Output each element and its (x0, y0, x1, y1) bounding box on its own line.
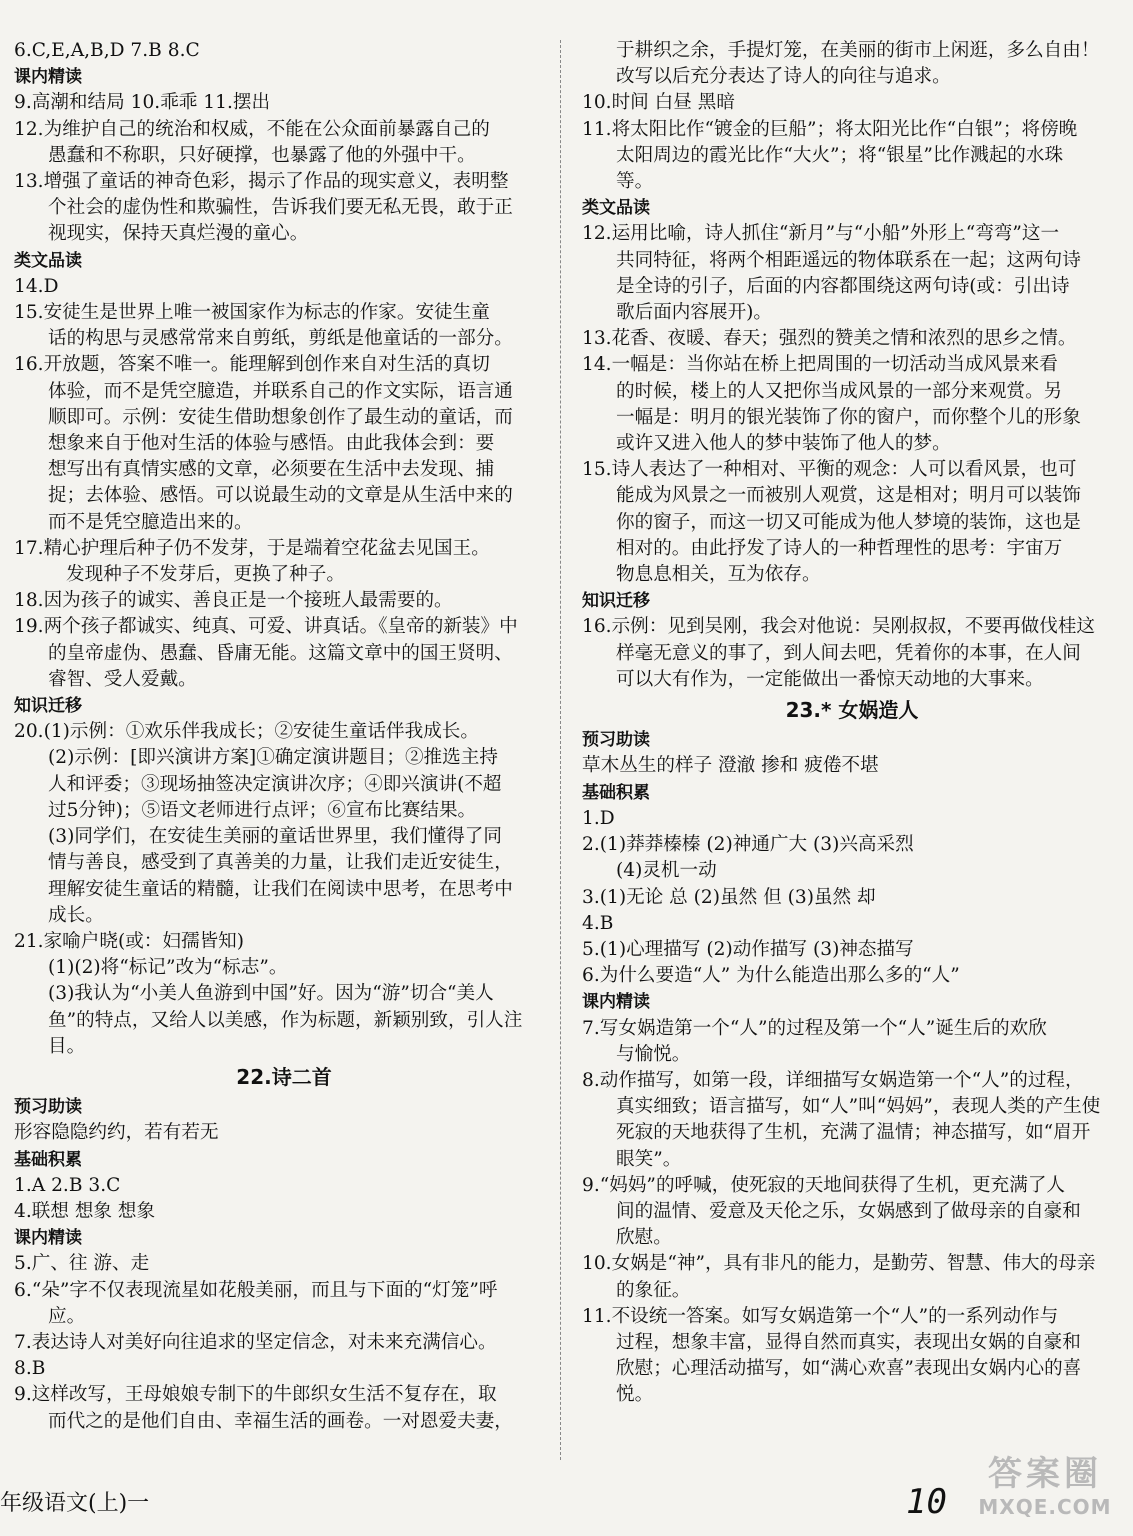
answer-line: 情与善良，感受到了真善美的力量，让我们走近安徒生， (48, 852, 513, 874)
section-heading: 课内精读 (14, 1228, 82, 1249)
answer-line: 顺即可。示例：安徒生借助想象创作了最生动的童话，而 (48, 406, 513, 428)
answer-line: 6.C,E,A,B,D 7.B 8.C (14, 40, 200, 61)
answer-line: 形容隐隐约约，若有若无 (14, 1122, 219, 1144)
answer-line: 10.时间 白昼 黑暗 (582, 92, 735, 114)
section-heading: 课内精读 (582, 992, 650, 1013)
answer-line: 8.动作描写，如第一段，详细描写女娲造第一个“人”的过程， (582, 1069, 1084, 1091)
answer-line: 1.A 2.B 3.C (14, 1174, 121, 1196)
answer-line: 个社会的虚伪性和欺骗性，告诉我们要无私无畏，敢于正 (48, 197, 513, 219)
answer-line: 成长。 (48, 904, 104, 926)
answer-line: 14.D (14, 275, 59, 297)
answer-line: 15.安徒生是世界上唯一被国家作为标志的作家。安徒生童 (14, 302, 490, 324)
answer-line: 体验，而不是凭空臆造，并联系自己的作文实际，语言通 (48, 380, 513, 402)
answer-line: 捉；去体验、感悟。可以说最生动的文章是从生活中来的 (48, 485, 513, 507)
answer-line: 话的构思与灵感常常来自剪纸，剪纸是他童话的一部分。 (48, 328, 513, 350)
answer-line: 8.B (14, 1358, 46, 1380)
answer-line: 6.“朵”字不仅表现流星如花般美丽，而且与下面的“灯笼”呼 (14, 1279, 498, 1301)
answer-line: 欣慰；心理活动描写，如“满心欢喜”表现出女娲内心的喜 (616, 1358, 1082, 1380)
answer-line: 5.广、往 游、走 (14, 1253, 150, 1275)
answer-line: (2)示例：[即兴演讲方案]①确定演讲题目；②推选主持 (48, 747, 498, 769)
answer-line: 目。 (48, 1035, 86, 1057)
answer-line: 等。 (616, 171, 654, 193)
answer-line: 样毫无意义的事了，到人间去吧，凭着你的本事，在人间 (616, 642, 1081, 664)
answer-line: 共同特征，将两个相距遥远的物体联系在一起；这两句诗 (616, 249, 1081, 271)
answer-line: 鱼”的特点，又给人以美感，作为标题，新颖别致，引人注 (48, 1009, 523, 1031)
answer-line: 的时候，楼上的人又把你当成风景的一部分来观赏。另 (616, 380, 1063, 402)
answer-line: 4.B (582, 912, 614, 934)
answer-line: (3)同学们，在安徒生美丽的童话世界里，我们懂得了同 (48, 826, 502, 848)
answer-line: 11.将太阳比作“镀金的巨船”；将太阳光比作“白银”；将傍晚 (582, 118, 1078, 140)
answer-line: 1.D (582, 807, 615, 829)
answer-line: 而代之的是他们自由、幸福生活的画卷。一对恩爱夫妻， (48, 1410, 513, 1432)
answer-line: 5.(1)心理描写 (2)动作描写 (3)神态描写 (582, 938, 914, 960)
answer-line: 16.示例：见到吴刚，我会对他说：吴刚叔叔，不要再做伐桂这 (582, 616, 1096, 638)
answer-line: 欣慰。 (616, 1227, 672, 1249)
answer-line: 草木丛生的样子 澄澈 掺和 疲倦不堪 (582, 755, 879, 777)
answer-line: 于耕织之余，手提灯笼，在美丽的街市上闲逛，多么自由！ (616, 40, 1100, 61)
answer-line: 20.(1)示例：①欢乐伴我成长；②安徒生童话伴我成长。 (14, 721, 479, 743)
answer-line: 你的窗子，而这一切又可能成为他人梦境的装饰，这也是 (616, 511, 1081, 533)
section-heading: 类文品读 (582, 198, 650, 219)
lesson-title: 23.* 女娲造人 (785, 698, 919, 723)
answer-line: 死寂的天地获得了生机，充满了温情；神态描写，如“眉开 (616, 1122, 1091, 1144)
page-number: 10 (906, 1482, 947, 1522)
answer-line: 18.因为孩子的诚实、善良正是一个接班人最需要的。 (14, 590, 453, 612)
answer-line: 可以大有作为，一定能做出一番惊天动地的大事来。 (616, 668, 1044, 690)
answer-line: 真实细致；语言描写，如“人”叫“妈妈”，表现人类的产生使 (616, 1096, 1101, 1118)
answer-line: 13.花香、夜暖、春天；强烈的赞美之情和浓烈的思乡之情。 (582, 328, 1077, 350)
answer-line: 发现种子不发芽后，更换了种子。 (66, 564, 345, 586)
answer-line: 想象来自于他对生活的体验与感悟。由此我体会到：要 (48, 433, 495, 455)
right-column (582, 38, 1122, 1409)
answer-line: 2.(1)莽莽榛榛 (2)神通广大 (3)兴高采烈 (582, 834, 914, 856)
answer-line: 19.两个孩子都诚实、纯真、可爱、讲真话。《皇帝的新装》中 (14, 616, 518, 638)
answer-line: 过程，想象丰富，显得自然而真实，表现出女娲的自豪和 (616, 1331, 1081, 1353)
answer-line: 一幅是：明月的银光装饰了你的窗户，而你整个儿的形象 (616, 406, 1081, 428)
answer-line: 9.“妈妈”的呼喊，使死寂的天地间获得了生机，更充满了人 (582, 1174, 1066, 1196)
column-divider (560, 40, 561, 1460)
answer-line: 11.不设统一答案。如写女娲造第一个“人”的一系列动作与 (582, 1305, 1059, 1327)
answer-line: 睿智、受人爱戴。 (48, 668, 197, 690)
answer-line: 3.(1)无论 总 (2)虽然 但 (3)虽然 却 (582, 886, 876, 908)
answer-line: 4.联想 想象 想象 (14, 1200, 156, 1222)
answer-line: 过5分钟)；⑤语文老师进行点评；⑥宣布比赛结果。 (48, 799, 477, 821)
lesson-title: 22.诗二首 (236, 1064, 332, 1089)
answer-line: 眼笑”。 (616, 1148, 682, 1170)
section-heading: 基础积累 (14, 1149, 82, 1170)
answer-line: (1)(2)将“标记”改为“标志”。 (48, 957, 288, 979)
answer-line: 歌后面内容展开)。 (616, 302, 773, 324)
answer-line: 改写以后充分表达了诗人的向往与追求。 (616, 66, 951, 88)
answer-line: 而不是凭空臆造出来的。 (48, 511, 253, 533)
answer-line: 14.一幅是：当你站在桥上把周围的一切活动当成风景来看 (582, 354, 1058, 376)
answer-line: 视现实，保持天真烂漫的童心。 (48, 223, 309, 245)
section-heading: 类文品读 (14, 250, 82, 271)
answer-line: 物息息相关，互为依存。 (616, 564, 821, 586)
answer-line: 的象征。 (616, 1279, 691, 1301)
answer-line: 21.家喻户晓(或：妇孺皆知) (14, 930, 245, 952)
answer-line: 15.诗人表达了一种相对、平衡的观念：人可以看风景，也可 (582, 459, 1077, 481)
answer-line: 10.女娲是“神”，具有非凡的能力，是勤劳、智慧、伟大的母亲 (582, 1253, 1096, 1275)
answer-line: 是全诗的引子，后面的内容都围绕这两句诗(或：引出诗 (616, 275, 1070, 297)
answer-line: 9.这样改写，王母娘娘专制下的牛郎织女生活不复存在，取 (14, 1384, 497, 1406)
answer-line: 12.为维护自己的统治和权威，不能在公众面前暴露自己的 (14, 118, 490, 140)
answer-line: 理解安徒生童话的精髓，让我们在阅读中思考，在思考中 (48, 878, 513, 900)
section-heading: 基础积累 (582, 782, 650, 803)
answer-line: 16.开放题，答案不唯一。能理解到创作来自对生活的真切 (14, 354, 490, 376)
answer-line: 与愉悦。 (616, 1043, 691, 1065)
answer-line: 愚蠢和不称职，只好硬撑，也暴露了他的外强中干。 (48, 144, 476, 166)
section-heading: 课内精读 (14, 67, 82, 88)
answer-line: 13.增强了童话的神奇色彩，揭示了作品的现实意义，表明整 (14, 171, 509, 193)
section-heading: 预习助读 (582, 730, 650, 751)
answer-line: 人和评委；③现场抽签决定演讲次序；④即兴演讲(不超 (48, 773, 502, 795)
watermark-bottom: MXQE.COM (978, 1495, 1112, 1519)
answer-line: 悦。 (616, 1384, 654, 1406)
answer-line: 间的温情、爱意及天伦之乐，女娲感到了做母亲的自豪和 (616, 1200, 1081, 1222)
answer-line: 应。 (48, 1305, 86, 1327)
section-heading: 知识迁移 (14, 696, 82, 717)
section-heading: 知识迁移 (582, 591, 650, 612)
answer-line: 或许又进入他人的梦中装饰了他人的梦。 (616, 433, 951, 455)
answer-line: 相对的。由此抒发了诗人的一种哲理性的思考：宇宙万 (616, 537, 1063, 559)
answer-line: (3)我认为“小美人鱼游到中国”好。因为“游”切合“美人 (48, 983, 494, 1005)
answer-line: 9.高潮和结局 10.乖乖 11.摆出 (14, 92, 271, 114)
footer-book-title: 年级语文(上)一 (0, 1491, 150, 1516)
answer-line: 太阳周边的霞光比作“大火”；将“银星”比作溅起的水珠 (616, 144, 1064, 166)
section-heading: 预习助读 (14, 1097, 82, 1118)
answer-line: 想写出有真情实感的文章，必须要在生活中去发现、捕 (48, 459, 495, 481)
answer-line: (4)灵机一动 (616, 860, 717, 882)
answer-line: 能成为风景之一而被别人观赏，这是相对；明月可以装饰 (616, 485, 1081, 507)
answer-line: 12.运用比喻，诗人抓住“新月”与“小船”外形上“弯弯”这一 (582, 223, 1060, 245)
watermark-logo (965, 1446, 1125, 1528)
watermark-top: 答案圈 (988, 1454, 1102, 1494)
left-column (14, 38, 554, 1435)
answer-line: 6.为什么要造“人” 为什么能造出那么多的“人” (582, 965, 960, 987)
answer-line: 的皇帝虚伪、愚蠢、昏庸无能。这篇文章中的国王贤明、 (48, 642, 513, 664)
answer-line: 7.写女娲造第一个“人”的过程及第一个“人”诞生后的欢欣 (582, 1017, 1047, 1039)
answer-line: 7.表达诗人对美好向往追求的坚定信念，对未来充满信心。 (14, 1331, 497, 1353)
answer-line: 17.精心护理后种子仍不发芽，于是端着空花盆去见国王。 (14, 537, 490, 559)
